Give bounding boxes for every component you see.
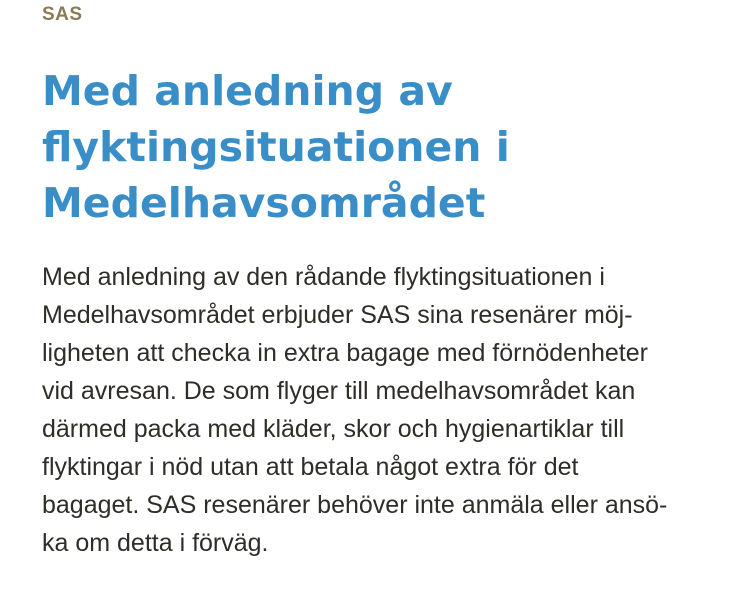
body-line: bagaget. SAS resenärer behöver inte anmäla eller ansö- <box>42 491 668 519</box>
article <box>42 0 722 562</box>
body-line: Medelhavsområdet erbjuder SAS sina resenärer möj- <box>42 301 633 329</box>
body-line: flyktingar i nöd utan att betala något extra för det <box>42 453 579 481</box>
source-label: SAS <box>42 4 83 25</box>
body-text <box>42 258 722 562</box>
body-line: Med anledning av den rådande flyktingsituationen i <box>42 263 605 291</box>
headline-line: flyktingsituationen i <box>42 123 510 171</box>
body-line: vid avresan. De som flyger till medelhavsområdet kan <box>42 377 636 405</box>
headline <box>42 63 722 231</box>
headline-line: Medelhavsområdet <box>42 179 486 227</box>
body-line: ka om detta i förväg. <box>42 529 269 557</box>
body-line: därmed packa med kläder, skor och hygienartiklar till <box>42 415 625 443</box>
body-line: ligheten att checka in extra bagage med förnödenheter <box>42 339 648 367</box>
headline-line: Med anledning av <box>42 67 453 115</box>
